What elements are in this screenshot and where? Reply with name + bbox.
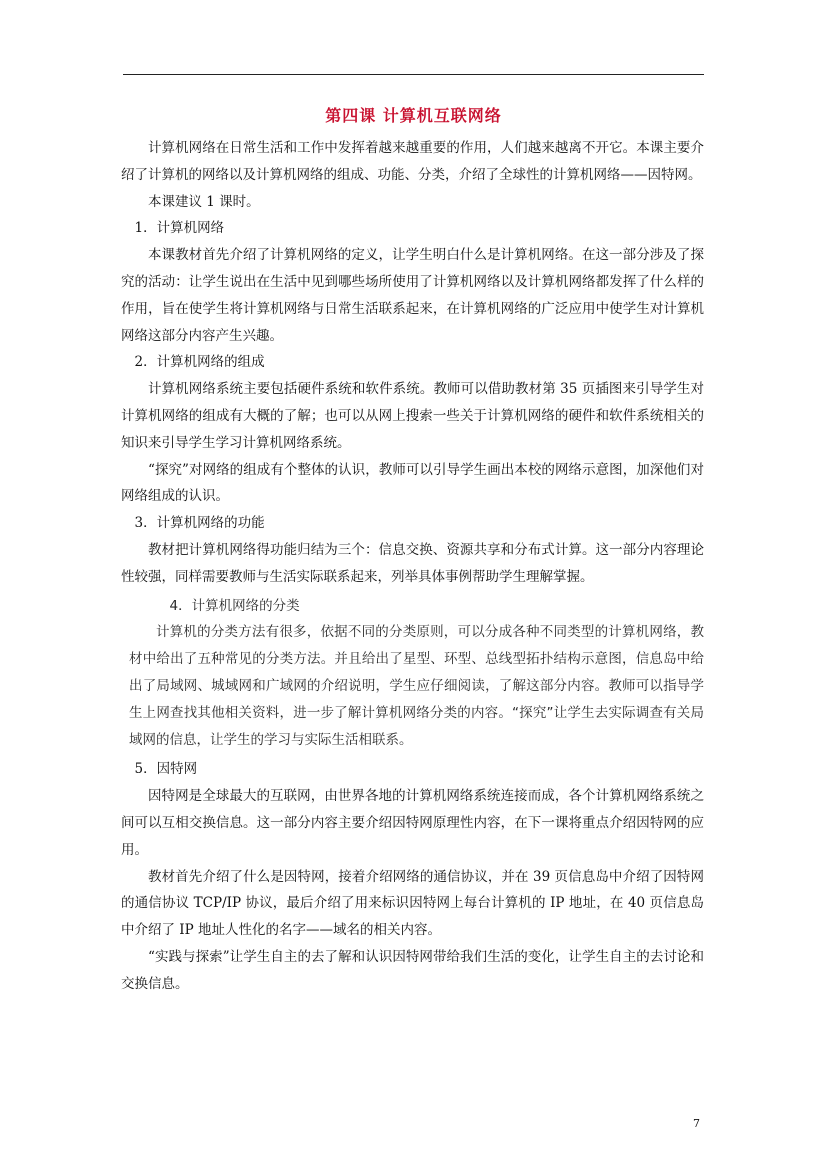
header-rule (123, 74, 704, 75)
section-1-heading: 1．计算机网络 (134, 220, 225, 237)
section-5-paragraph-1: 因特网是全球最大的互联网，由世界各地的计算机网络系统连接而成，各个计算机网络系统之间可以互相交换信息。这一部分内容主要介绍因特网原理性内容，在下一课将重点介绍因特网的应用。 (121, 788, 704, 858)
scanned-section-4 (119, 591, 704, 754)
lesson-title: 第四课 计算机互联网络 (325, 106, 502, 125)
section-2-paragraph-1: 计算机网络系统主要包括硬件系统和软件系统。教师可以借助教材第 35 页插图来引导学生对计算机网络的组成有大概的了解；也可以从网上搜索一些关于计算机网络的硬件和软件系统相关的知识来引导学生学习计算机网络系统。 (121, 381, 704, 451)
intro-paragraph: 计算机网络在日常生活和工作中发挥着越来越重要的作用，人们越来越离不开它。本课主要介绍了计算机的网络以及计算机网络的组成、功能、分类，介绍了全球性的计算机网络——因特网。 (121, 140, 704, 183)
section-5-paragraph-2: 教材首先介绍了什么是因特网，接着介绍网络的通信协议，并在 39 页信息岛中介绍了因特网的通信协议 TCP/IP 协议，最后介绍了用来标识因特网上每台计算机的 IP 地址，在 40 页信息岛中介绍了 IP 地址人性化的名字——域名的相关内容。 (121, 868, 704, 939)
section-5-paragraph-3: “实践与探索”让学生自主的去了解和认识因特网带给我们生活的变化，让学生自主的去讨论和交换信息。 (121, 948, 704, 992)
page-number: 7 (693, 1117, 700, 1130)
section-5-heading: 5．因特网 (134, 761, 198, 778)
document-body (121, 135, 704, 998)
class-hours: 本课建议 1 课时。 (148, 193, 260, 210)
section-3-heading: 3．计算机网络的功能 (134, 515, 265, 532)
section-2-paragraph-2: “探究”对网络的组成有个整体的认识，教师可以引导学生画出本校的网络示意图，加深他们对网络组成的认识。 (121, 461, 704, 505)
section-4-paragraph: 计算机的分类方法有很多，依据不同的分类原则，可以分成各种不同类型的计算机网络，教材中给出了五种常见的分类方法。并且给出了星型、环型、总线型拓扑结构示意图，信息岛中给出了局域网、城域网和广域网的介绍说明，学生应仔细阅读，了解这部分内容。教师可以指导学生上网查找其他相关资料，进一步了解计算机网络分类的内容。“探究”让学生去实际调查有关局域网的信息，让学生的学习与实际生活相联系。 (129, 624, 704, 748)
section-4-heading: 4．计算机网络的分类 (169, 597, 300, 614)
section-1-paragraph: 本课教材首先介绍了计算机网络的定义，让学生明白什么是计算机网络。在这一部分涉及了探究的活动：让学生说出在生活中见到哪些场所使用了计算机网络以及计算机网络都发挥了什么样的作用，旨在使学生将计算机网络与日常生活联系起来，在计算机网络的广泛应用中使学生对计算机网络这部分内容产生兴趣。 (121, 247, 704, 344)
section-3-paragraph: 教材把计算机网络得功能归结为三个：信息交换、资源共享和分布式计算。这一部分内容理论性较强，同样需要教师与生活实际联系起来，列举具体事例帮助学生理解掌握。 (121, 541, 704, 585)
section-2-heading: 2．计算机网络的组成 (134, 354, 265, 371)
